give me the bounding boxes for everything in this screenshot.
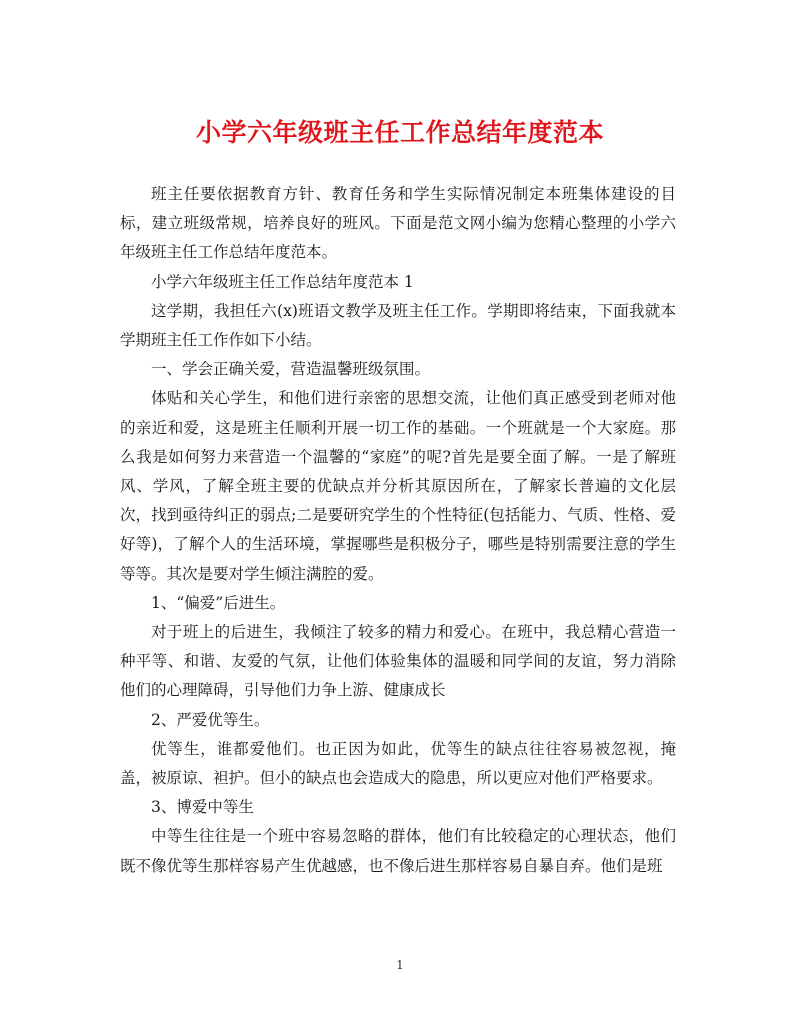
section-heading: 2、严爱优等生。 xyxy=(151,710,270,729)
section-heading: 一、学会正确关爱，营造温馨班级氛围。 xyxy=(151,360,431,379)
paragraph: 中等生往往是一个班中容易忽略的群体，他们有比较稳定的心理状态，他们既不像优等生那样容易产生优越感，也不像后进生那样容易自暴自弃。他们是班 xyxy=(120,827,676,875)
paragraph: 这学期，我担任六(x)班语文教学及班主任工作。学期即将结束，下面我就本学期班主任工作作如下小结。 xyxy=(120,301,676,350)
paragraph: 对于班上的后进生，我倾注了较多的精力和爱心。在班中，我总精心营造一种平等、和谐、友爱的气氛，让他们体验集体的温暖和同学间的友谊，努力消除他们的心理障碍，引导他们力争上游、健康成长 xyxy=(120,623,676,700)
page-number: 1 xyxy=(396,958,404,972)
document-body xyxy=(120,180,676,881)
paragraph: 优等生，谁都爱他们。也正因为如此，优等生的缺点往往容易被忽视，掩盖，被原谅、袒护。但小的缺点也会造成大的隐患，所以更应对他们严格要求。 xyxy=(120,739,676,788)
section-heading: 1、“偏爱”后进生。 xyxy=(151,593,286,612)
paragraph-subtitle: 小学六年级班主任工作总结年度范本 1 xyxy=(151,272,414,291)
section-heading: 3、博爱中等生 xyxy=(151,798,254,817)
paragraph: 体贴和关心学生，和他们进行亲密的思想交流，让他们真正感受到老师对他的亲近和爱，这是班主任顺利开展一切工作的基础。一个班就是一个大家庭。那么我是如何努力来营造一个温馨的“家庭”的呢?首先是要全面了解。一是了解班风、学风，了解全班主要的优缺点并分析其原因所在，了解家长普遍的文化层次，找到亟待纠正的弱点;二是要研究学生的个性特征(包括能力、气质、性格、爱好等)，了解个人的生活环境，掌握哪些是积极分子，哪些是特别需要注意的学生等等。其次是要对学生倾注满腔的爱。 xyxy=(120,389,676,583)
document-title: 小学六年级班主任工作总结年度范本 xyxy=(195,118,604,147)
paragraph-intro: 班主任要依据教育方针、教育任务和学生实际情况制定本班集体建设的目标，建立班级常规，培养良好的班风。下面是范文网小编为您精心整理的小学六年级班主任工作总结年度范本。 xyxy=(120,185,676,262)
